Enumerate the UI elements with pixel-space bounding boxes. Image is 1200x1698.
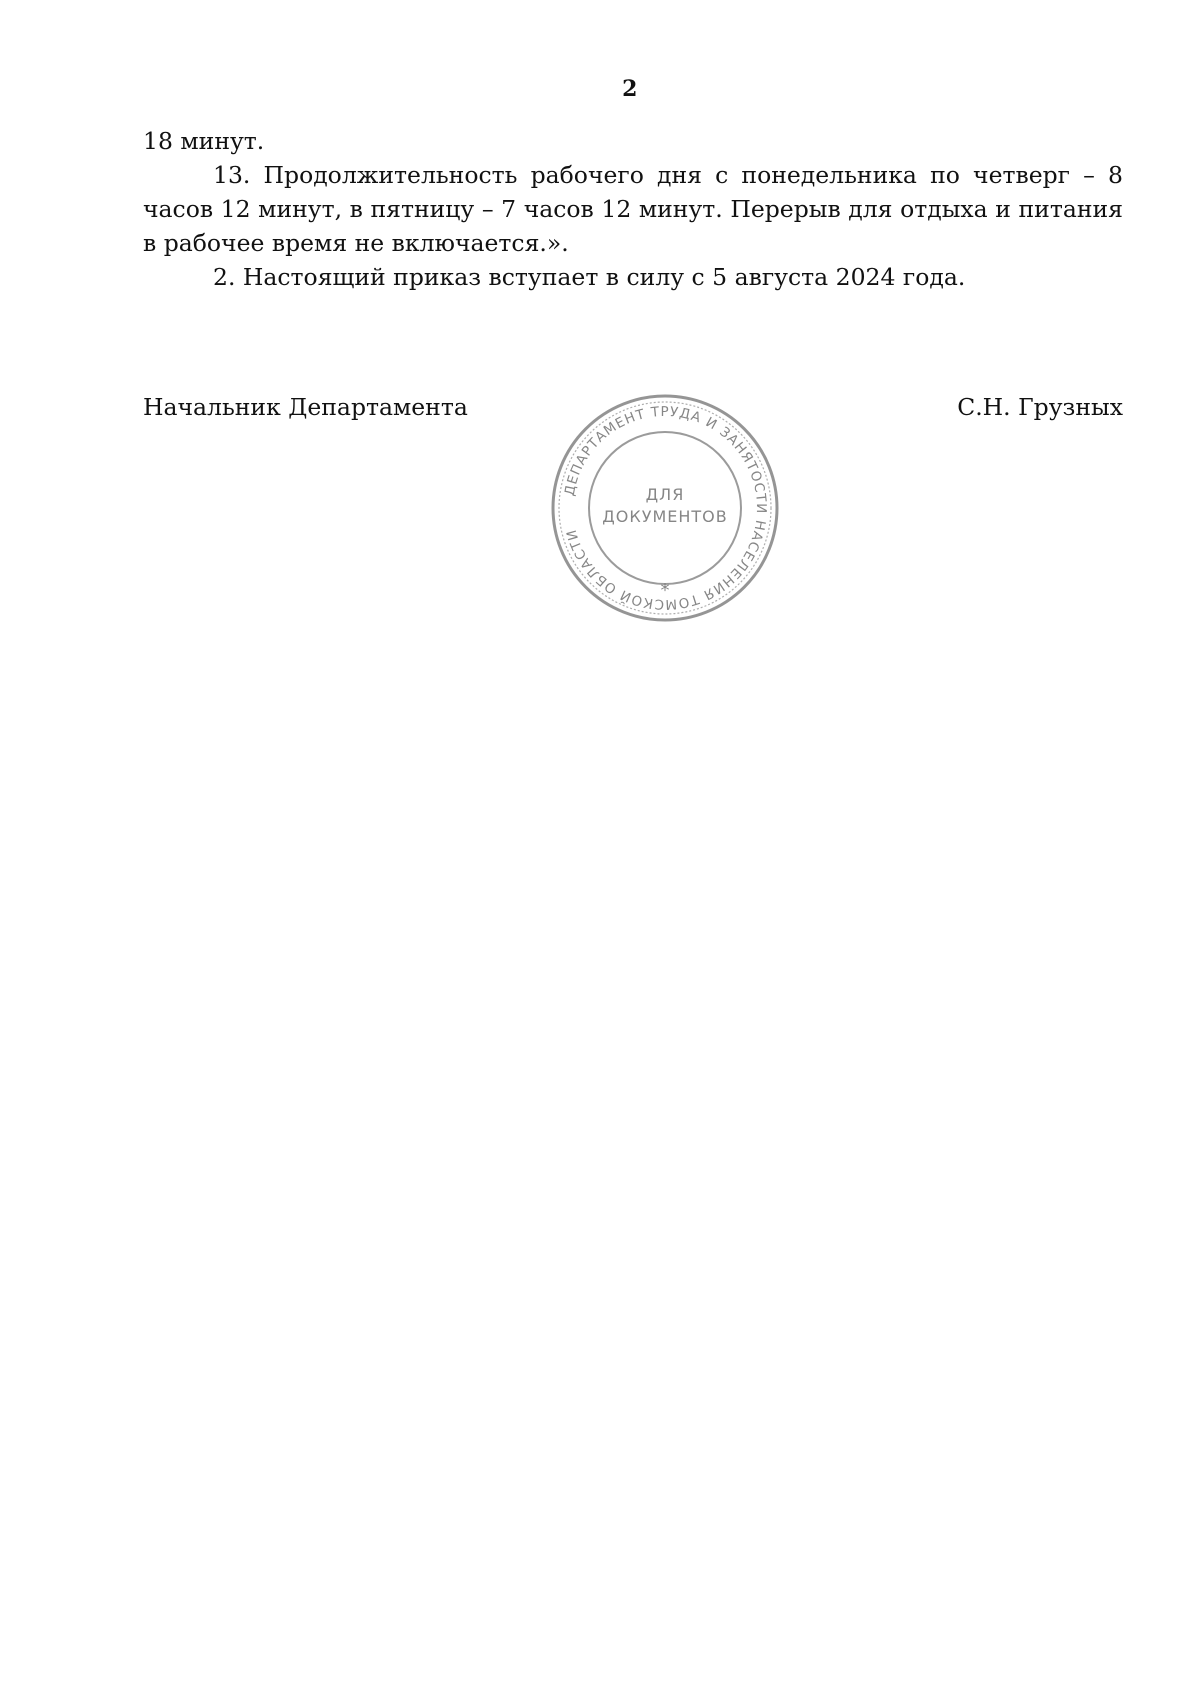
signatory-name: С.Н. Грузных	[957, 393, 1123, 421]
body-text	[143, 124, 1123, 294]
signatory-title: Начальник Департамента	[143, 393, 468, 421]
official-seal-stamp	[545, 388, 785, 628]
seal-center-line-2: ДОКУМЕНТОВ	[602, 507, 728, 526]
page-number: 2	[622, 76, 638, 102]
star-icon: *	[660, 580, 670, 601]
paragraph-item-13: 13. Продолжительность рабочего дня с понедельника по четверг – 8 часов 12 минут, в пятницу – 7 часов 12 минут. Перерыв для отдыха и питания в рабочее время не включается.».	[143, 161, 1123, 257]
paragraph-continuation: 18 минут.	[143, 127, 265, 155]
seal-center-line-1: ДЛЯ	[645, 485, 685, 504]
paragraph-item-2: 2. Настоящий приказ вступает в силу с 5 августа 2024 года.	[213, 263, 966, 291]
seal-ring-text: ДЕПАРТАМЕНТ ТРУДА И ЗАНЯТОСТИ НАСЕЛЕНИЯ ТОМСКОЙ ОБЛАСТИ	[561, 403, 770, 613]
